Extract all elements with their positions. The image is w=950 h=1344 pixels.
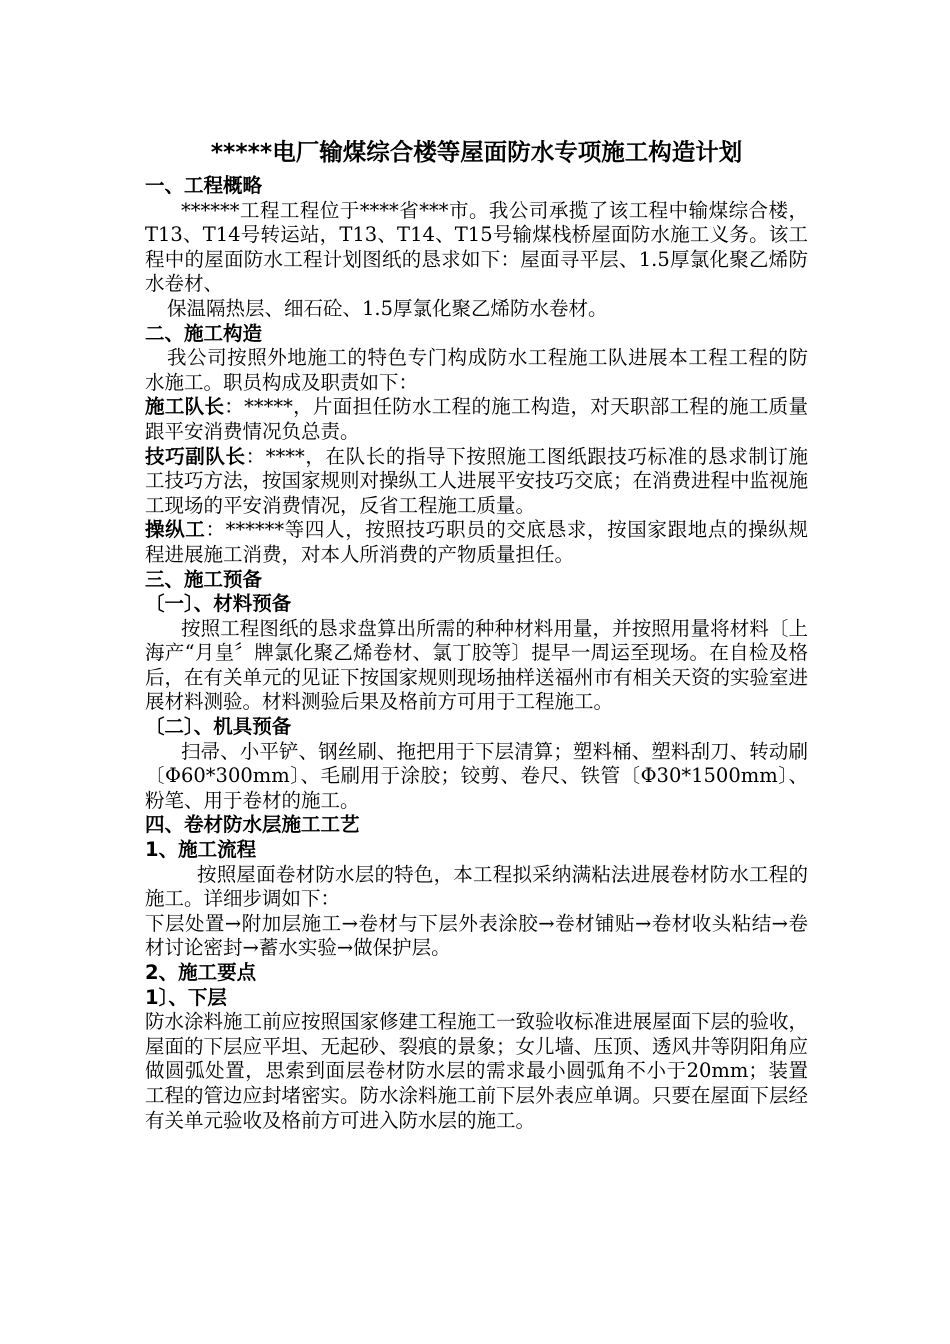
document-title: *****电厂输煤综合楼等屋面防水专项施工构造计划 bbox=[210, 138, 743, 166]
overview-paragraph: ******工程工程位于****省***市。我公司承揽了该工程中输煤综合楼，T13、T14号转运站，T13、T14、T15号输煤栈桥屋面防水施工义务。该工程中的屋面防水工程计划图纸的恳求如下：屋面寻平层、1.5厚氯化聚乙烯防水卷材、 bbox=[145, 198, 808, 296]
operator-paragraph bbox=[145, 518, 808, 567]
equipment-preparation-paragraph: 扫帚、小平铲、钢丝刷、拖把用于下层清算；塑料桶、塑料刮刀、转动刷〔Φ60*300mm〕、毛刷用于涂胶；铰剪、卷尺、铁管〔Φ30*1500mm〕、粉笔、用于卷材的施工。 bbox=[145, 739, 808, 812]
overview-paragraph-continued: 保温隔热层、细石砼、1.5厚氯化聚乙烯防水卷材。 bbox=[167, 296, 608, 320]
team-leader-label: 施工队长 bbox=[145, 395, 225, 419]
construction-flow-steps: 下层处置→附加层施工→卷材与下层外表涂胶→卷材铺贴→卷材收头粘结→卷材讨论密封→蓄水实验→做保护层。 bbox=[145, 911, 808, 960]
deputy-leader-label: 技巧副队长 bbox=[145, 444, 246, 468]
subheading-construction-flow: 1、施工流程 bbox=[145, 838, 257, 862]
deputy-leader-paragraph bbox=[145, 445, 808, 519]
subheading-material-preparation: 〔一〕、材料预备 bbox=[145, 592, 292, 616]
subheading-equipment-preparation: 〔二〕、机具预备 bbox=[145, 715, 292, 739]
organization-intro: 我公司按照外地施工的特色专门构成防水工程施工队进展本工程工程的防水施工。职员构成及职责如下： bbox=[145, 346, 808, 394]
base-layer-paragraph: 防水涂料施工前应按照国家修建工程施工一致验收标准进展屋面下层的验收，屋面的下层应平坦、无起砂、裂痕的景象；女儿墙、压顶、透风井等阴阳角应做圆弧处置，思索到面层卷材防水层的需求最小圆弧角不小于20mm；装置工程的管边应封堵密实。防水涂料施工前下层外表应单调。只要在屋面下层经有关单元验收及格前方可进入防水层的施工。 bbox=[145, 1010, 809, 1132]
section-heading-overview: 一、工程概略 bbox=[145, 174, 263, 197]
deputy-leader-text: ：****，在队长的指导下按照施工图纸跟技巧标准的恳求制订施工技巧方法，按国家规则对操纵工人进展平安技巧交底；在消费进程中监视施工现场的平安消费情况，反省工程施工质量。 bbox=[145, 444, 809, 517]
section-heading-process: 四、卷材防水层施工工艺 bbox=[145, 813, 360, 837]
operator-text: ：******等四人，按照技巧职员的交底恳求，按国家跟地点的操纵规程进展施工消费，对本人所消费的产物质量担任。 bbox=[145, 518, 808, 566]
section-heading-organization: 二、施工构造 bbox=[145, 321, 263, 345]
team-leader-text: ：*****，片面担任防水工程的施工构造，对天职部工程的施工质量跟平安消费情况负总责。 bbox=[145, 395, 808, 443]
material-preparation-paragraph: 按照工程图纸的恳求盘算出所需的种种材料用量，并按照用量将材料〔上海产“月皇〞牌氯化聚乙烯卷材、氯丁胶等〕提早一周运至现场。在自检及格后，在有关单元的见证下按国家规则现场抽样送福州市有相关天资的实验室进展材料测验。材料测验后果及格前方可用于工程施工。 bbox=[145, 616, 809, 714]
construction-flow-paragraph: 按照屋面卷材防水层的特色，本工程拟采纳满粘法进展卷材防水工程的施工。详细步调如下： bbox=[145, 862, 808, 911]
subheading-base-layer: 1〕、下层 bbox=[145, 985, 227, 1009]
team-leader-paragraph bbox=[145, 395, 808, 444]
operator-label: 操纵工 bbox=[145, 518, 206, 542]
subheading-construction-points: 2、施工要点 bbox=[145, 961, 257, 984]
section-heading-preparation: 三、施工预备 bbox=[145, 567, 263, 591]
